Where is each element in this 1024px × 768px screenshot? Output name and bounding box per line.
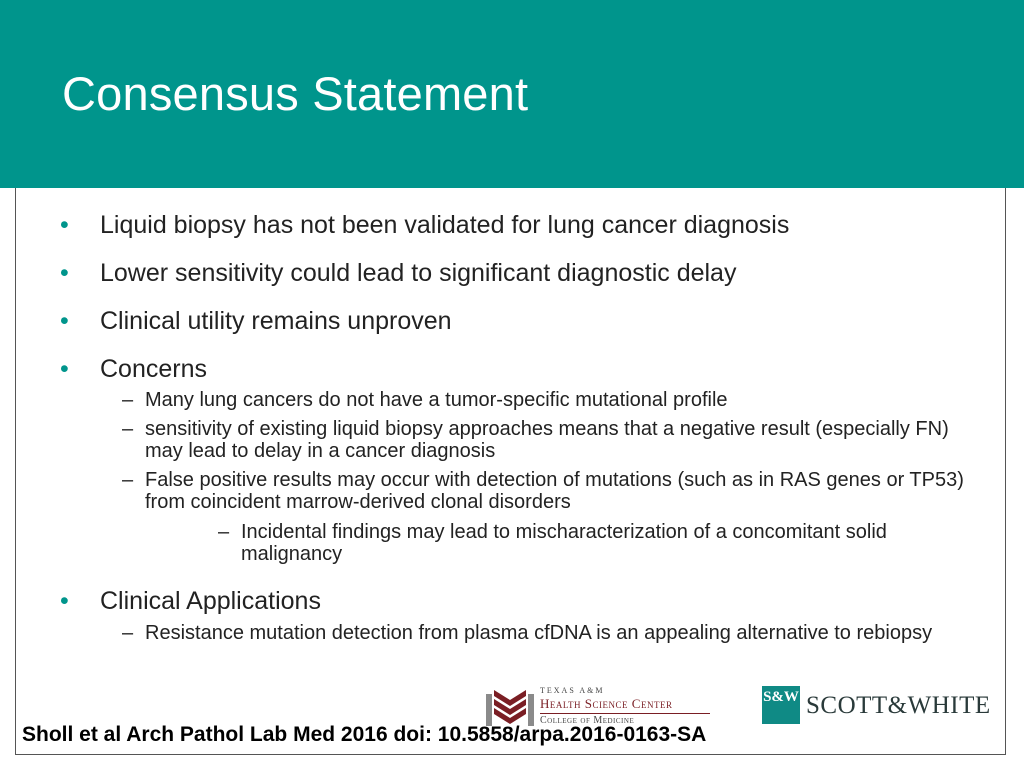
sub-sub-bullet-text: Incidental findings may lead to mischaracterization of a concomitant solid malignancy [241,521,887,565]
bullet-text: Clinical utility remains unproven [100,307,452,335]
citation: Sholl et al Arch Pathol Lab Med 2016 doi: 10.5858/arpa.2016-0163-SA [22,723,707,746]
bullet-text: Concerns [100,355,207,383]
bullet-text: Clinical Applications [100,587,321,615]
sub-bullet-icon: – [122,418,134,440]
sub-bullet-icon: – [122,389,134,411]
scott-white-name: SCOTT&WHITE [806,692,991,719]
bullet-text: Lower sensitivity could lead to significant diagnostic delay [100,259,737,287]
tamu-tagline: TEXAS A&M [540,686,605,695]
sub-sub-bullet-icon: – [218,521,230,543]
sub-bullet-icon: – [122,622,134,644]
tamu-hsc-logo [486,686,712,726]
slide-title: Consensus Statement [62,67,529,120]
sub-bullet-icon: – [122,469,134,491]
tamu-divider [540,713,710,714]
scott-white-logo [762,686,991,726]
sub-bullet-text: sensitivity of existing liquid biopsy approaches means that a negative result (especially FN) may lead to delay in a cancer diagnosis [145,418,949,462]
tamu-college: College of Medicine [540,715,635,726]
bullet-icon: • [60,259,69,287]
bullet-icon: • [60,307,69,335]
bullet-icon: • [60,355,69,383]
sub-bullet-text: Many lung cancers do not have a tumor-specific mutational profile [145,389,728,411]
scott-white-mark-icon: S&W [762,686,800,724]
bullet-icon: • [60,211,69,239]
bullet-text: Liquid biopsy has not been validated for lung cancer diagnosis [100,211,790,239]
sub-bullet-text: False positive results may occur with detection of mutations (such as in RAS genes or TP53) from coincident marrow-derived clonal disorders [145,469,964,513]
bullet-icon: • [60,587,69,615]
tamu-name: Health Science Center [540,696,673,711]
tamu-emblem-icon [486,686,534,726]
sub-bullet-text: Resistance mutation detection from plasma cfDNA is an appealing alternative to rebiopsy [145,622,933,644]
